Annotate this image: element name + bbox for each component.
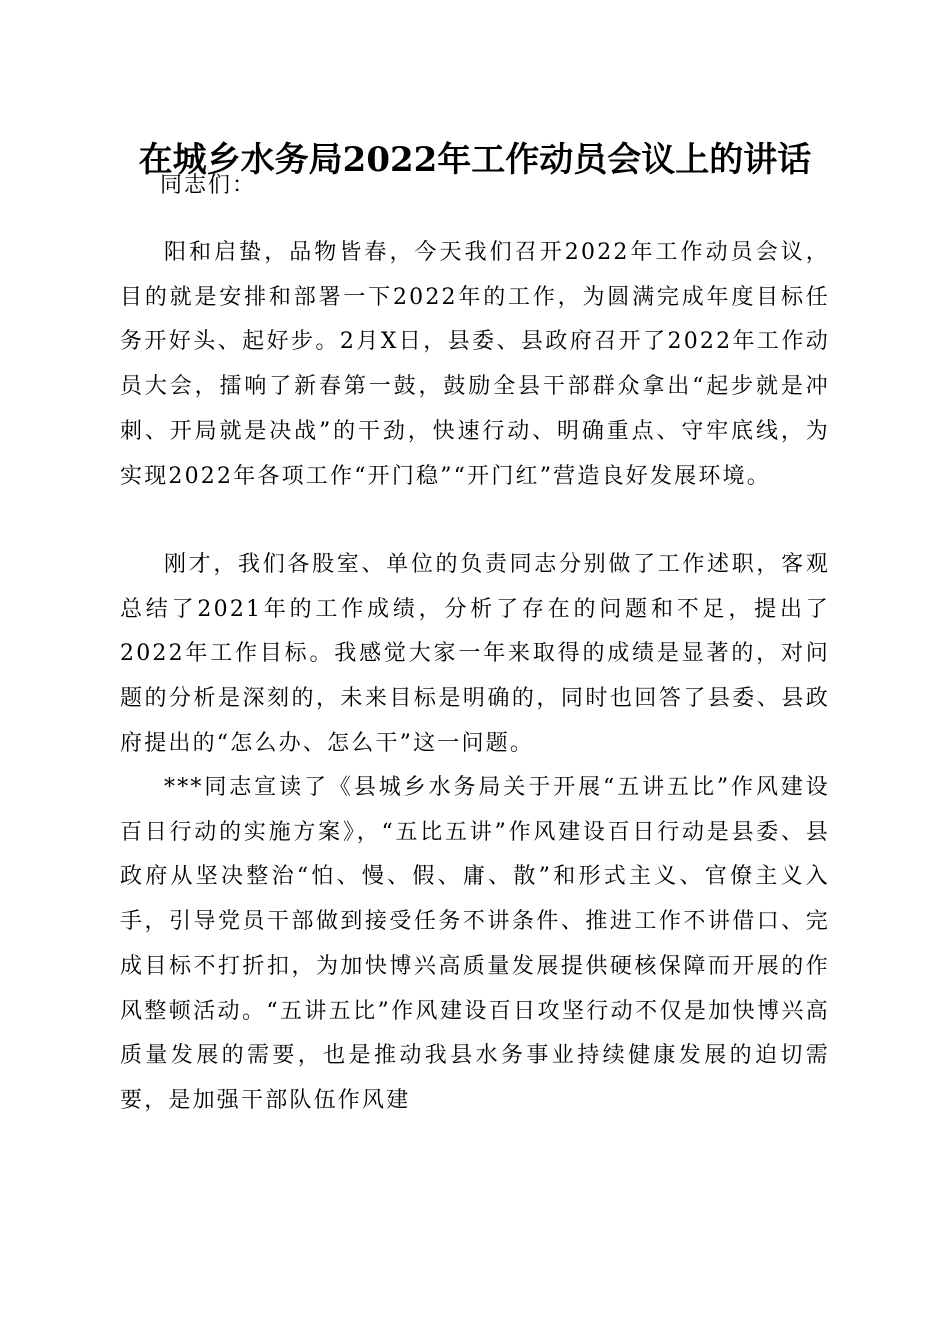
greeting: 同志们： (160, 173, 257, 198)
document-title: 在城乡水务局2022年工作动员会议上的讲话 (138, 140, 812, 180)
paragraph-3: ***同志宣读了《县城乡水务局关于开展“五讲五比”作风建设百日行动的实施方案》，“五比五讲”作风建设百日行动是县委、县政府从坚决整治“怕、慢、假、庸、散”和形式主义、官僚主义入手，引导党员干部做到接受任务不讲条件、推进工作不讲借口、完成目标不打折扣，为加快博兴高质量发展提供硬核保障而开展的作风整顿活动。“五讲五比”作风建设百日攻坚行动不仅是加快博兴高质量发展的需要，也是推动我县水务事业持续健康发展的迫切需要，是加强干部队伍作风建 (120, 775, 830, 1113)
paragraph-2: 刚才，我们各股室、单位的负责同志分别做了工作述职，客观总结了2021年的工作成绩，分析了存在的问题和不足，提出了2022年工作目标。我感觉大家一年来取得的成绩是显著的，对问题的分析是深刻的，未来目标是明确的，同时也回答了县委、县政府提出的“怎么办、怎么干”这一问题。 (120, 552, 830, 756)
paragraph-1: 阳和启蛰，品物皆春，今天我们召开2022年工作动员会议，目的就是安排和部署一下2022年的工作，为圆满完成年度目标任务开好头、起好步。2月X日，县委、县政府召开了2022年工作动员大会，擂响了新春第一鼓，鼓励全县干部群众拿出“起步就是冲刺、开局就是决战”的干劲，快速行动、明确重点、守牢底线，为实现2022年各项工作“开门稳”“开门红”营造良好发展环境。 (120, 240, 830, 489)
